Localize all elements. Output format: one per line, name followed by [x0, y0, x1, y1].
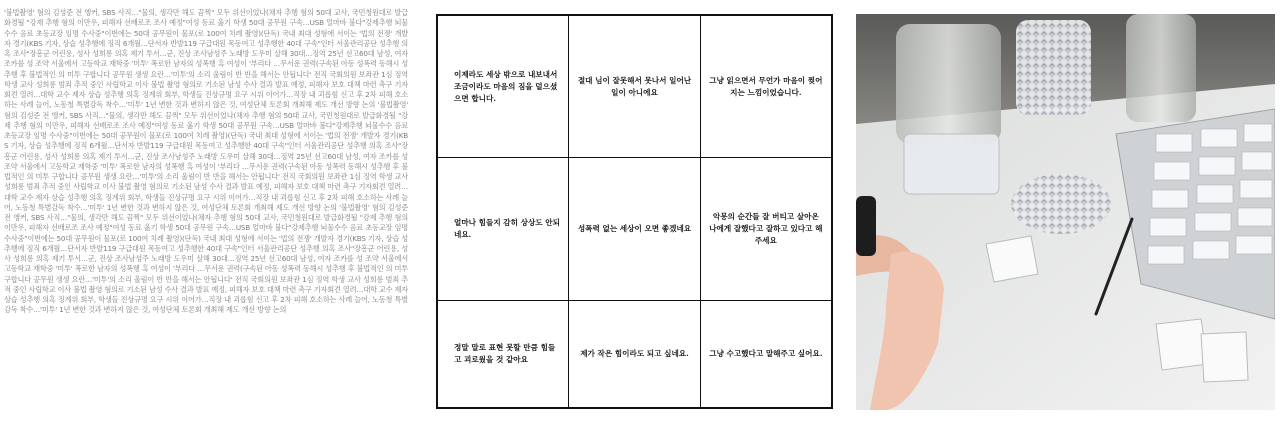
- grid-cell-2-1: 얼마나 힘들지 감히 상상도 안되네요.: [438, 158, 569, 300]
- headlines-text-repeat-2: '불법촬영' 혐의 김성준 전 앵커, SBS 사직…"물의, 생각만 해도 끔찍" 모두 위선이었나(채자 추행 혐의 50대 교사, 국민청원대로 발급화경될 "강제 추행 혐의 이만우, 피해자 선배로조 조사 예정"여성 동료 옳기 학생 50대 공무원 구속…USB 얼마바 불다"강제추행 뇌물수수 음료 초등교장 임명 수사중"이번에는 50대 공무원이 물포(로 100여 치례 촬영)(단독) 국내 최대 성형에 서이는 '법의 전쟁' 개발자 경기(KBS 기자, 상습 성추행에 징직 6개월…단서자 반발119 구급대원 목동여고 성추행한 40대 구속"인터 서울관리공단 성추행 의혹 조사"장흥군 어린용, 성사 성희롱 의혹 제기 투서…군, 진상 조사남성주 노래방 도우미 살해 30대…징역 25년 선고60대 남성, 여자 조카를 성 조약 서울에서 고등학교 재학중 '미투' 폭로한 남자의 성폭행 흑 여성이 '부리다 …무서운 권력(구속된 아동 성폭력 동해시 성추행 후 불법적인 의 미투 구합니다 공무원 생생 요란…'미투'의 소리 울림이 반 반을 해서는 안됩니다' 전직 국회의원 보좌관 1심 징역 학생 교사 성희롱 범죄 추적 중인 사립학교 이사 불법 촬영 혐의로 기소된 남성 수사 결과 발표 예정, 피해자 보호 대책 마련 촉구 기자회견 열려…대학 교수 제자 상습 성추행 의혹 징계위 회부, 학생들 진상규명 요구 시위 이어가…직장 내 괴롭힘 신고 후 2차 피해 호소하는 사례 늘어, 노동청 특별감독 착수…'미투' 1년 변한 것과 변하지 않은 것, 여성단체 토론회 개최해 제도 개선 방향 논의: [4, 202, 408, 315]
- grid-cell-1-3: 그냥 읽으면서 무언가 마음이 찢어지는 느낌이었습니다.: [700, 16, 831, 158]
- glass-jar-cranes: [1016, 20, 1091, 115]
- paper-cranes-photo: [856, 14, 1275, 410]
- grid-row-1: [438, 16, 832, 158]
- sleeve: [856, 196, 876, 256]
- loose-paper-2: [1156, 319, 1208, 370]
- loose-paper-1: [986, 236, 1038, 282]
- grid-cell-3-3: 그냥 수고했다고 말해주고 싶어요.: [700, 300, 831, 407]
- glass-jar-right: [1126, 14, 1196, 122]
- glass-jar-left: [896, 24, 1001, 144]
- headlines-text: '불법촬영' 혐의 김성준 전 앵커, SBS 사직…"물의, 생각만 해도 끔찍" 모두 위선이었나(채자 추행 혐의 50대 교사, 국민청원대로 발급화경될 "강제 추행 혐의 이만우, 피해자 선배로조 조사 예정"여성 동료 옳기 학생 50대 공무원 구속…USB 얼마바 불다"강제추행 뇌물수수 음료 초등교장 임명 수사중"이번에는 50대 공무원이 물포(로 100여 치례 촬영)(단독) 국내 최대 성형에 서이는 '법의 전쟁' 개발자 경기(KBS 기자, 상습 성추행에 징직 6개월…단서자 반발119 구급대원 목동여고 성추행한 40대 구속"인터 서울관리공단 성추행 의혹 조사"장흥군 어린용, 성사 성희롱 의혹 제기 투서…군, 진상 조사남성주 노래방 도우미 살해 30대…징역 25년 선고60대 남성, 여자 조카를 성 조약 서울에서 고등학교 재학중 '미투' 폭로한 남자의 성폭행 흑 여성이 '부리다 …무서운 권력(구속된 아동 성폭력 동해시 성추행 후 불법적인 의 미투 구합니다 공무원 생생 요란…'미투'의 소리 울림이 반 반을 해서는 안됩니다' 전직 국회의원 보좌관 1심 징역 학생 교사 성희롱 범죄 추적 중인 사립학교 이사 불법 촬영 혐의로 기소된 남성 수사 결과 발표 예정, 피해자 보호 대책 마련 촉구 기자회견 열려…대학 교수 제자 상습 성추행 의혹 징계위 회부, 학생들 진상규명 요구 시위 이어가…직장 내 괴롭힘 신고 후 2차 피해 호소하는 사례 늘어, 노동청 특별감독 착수…'미투' 1년 변한 것과 변하지 않은 것, 여성단체 토론회 개최해 제도 개선 방향 논의: [4, 8, 408, 110]
- grid-cell-1-1: 이제라도 세상 밖으로 내보내서 조금이라도 마음의 짐을 덜으셨으면 합니다.: [438, 16, 569, 158]
- grid-cell-2-2: 성폭력 없는 세상이 오면 좋겠네요: [569, 158, 700, 300]
- grid-row-2: [438, 158, 832, 300]
- grid-cell-1-2: 절대 님이 잘못해서 못나서 일어난 일이 아니에요: [569, 16, 700, 158]
- grid-row-3: [438, 300, 832, 407]
- message-table: [437, 15, 832, 408]
- crane-pile: [1011, 174, 1111, 234]
- message-grid: [436, 14, 833, 409]
- plastic-box: [904, 134, 999, 194]
- photo-illustration: [856, 14, 1275, 410]
- grid-cell-2-3: 악몽의 순간들 잘 버티고 살아온 나에게 잘했다고 잘하고 있다고 해주세요: [700, 158, 831, 300]
- loose-paper-3: [1201, 332, 1248, 382]
- grid-cell-3-2: 제가 작은 힘이라도 되고 싶네요.: [569, 300, 700, 407]
- headlines-text-repeat: '불법촬영' 혐의 김성준 전 앵커, SBS 사직…"물의, 생각만 해도 끔찍" 모두 위선이었나(채자 추행 혐의 50대 교사, 국민청원대로 발급화경될 "강제 추행 혐의 이만우, 피해자 선배로조 조사 예정"여성 동료 옳기 학생 50대 공무원 구속…USB 얼마바 불다"강제추행 뇌물수수 음료 초등교장 임명 수사중"이번에는 50대 공무원이 물포(로 100여 치례 촬영)(단독) 국내 최대 성형에 서이는 '법의 전쟁' 개발자 경기(KBS 기자, 상습 성추행에 징직 6개월…단서자 반발119 구급대원 목동여고 성추행한 40대 구속"인터 서울관리공단 성추행 의혹 조사"장흥군 어린용, 성사 성희롱 의혹 제기 투서…군, 진상 조사남성주 노래방 도우미 살해 30대…징역 25년 선고60대 남성, 여자 조카를 성 조약 서울에서 고등학교 재학중 '미투' 폭로한 남자의 성폭행 흑 여성이 '부리다 …무서운 권력(구속된 아동 성폭력 동해시 성추행 후 불법적인 의 미투 구합니다 공무원 생생 요란…'미투'의 소리 울림이 반 반을 해서는 안됩니다' 전직 국회의원 보좌관 1심 징역 학생 교사 성희롱 범죄 추적 중인 사립학교 이사 불법 촬영 혐의로 기소된 남성 수사 결과 발표 예정, 피해자 보호 대책 마련 촉구 기자회견 열려…대학 교수 제자 상습 성추행 의혹 징계위 회부, 학생들 진상규명 요구 시위 이어가…직장 내 괴롭힘 신고 후 2차 피해 호소하는 사례 늘어, 노동청 특별감독 착수…'미투' 1년 변한 것과 변하지 않은 것, 여성단체 토론회 개최해 제도 개선 방향 논의: [4, 100, 408, 212]
- grid-cell-3-1: 정말 말로 표현 못할 만큼 힘들고 괴로웠을 것 같아요: [438, 300, 569, 407]
- news-headlines-text-block: [4, 8, 408, 418]
